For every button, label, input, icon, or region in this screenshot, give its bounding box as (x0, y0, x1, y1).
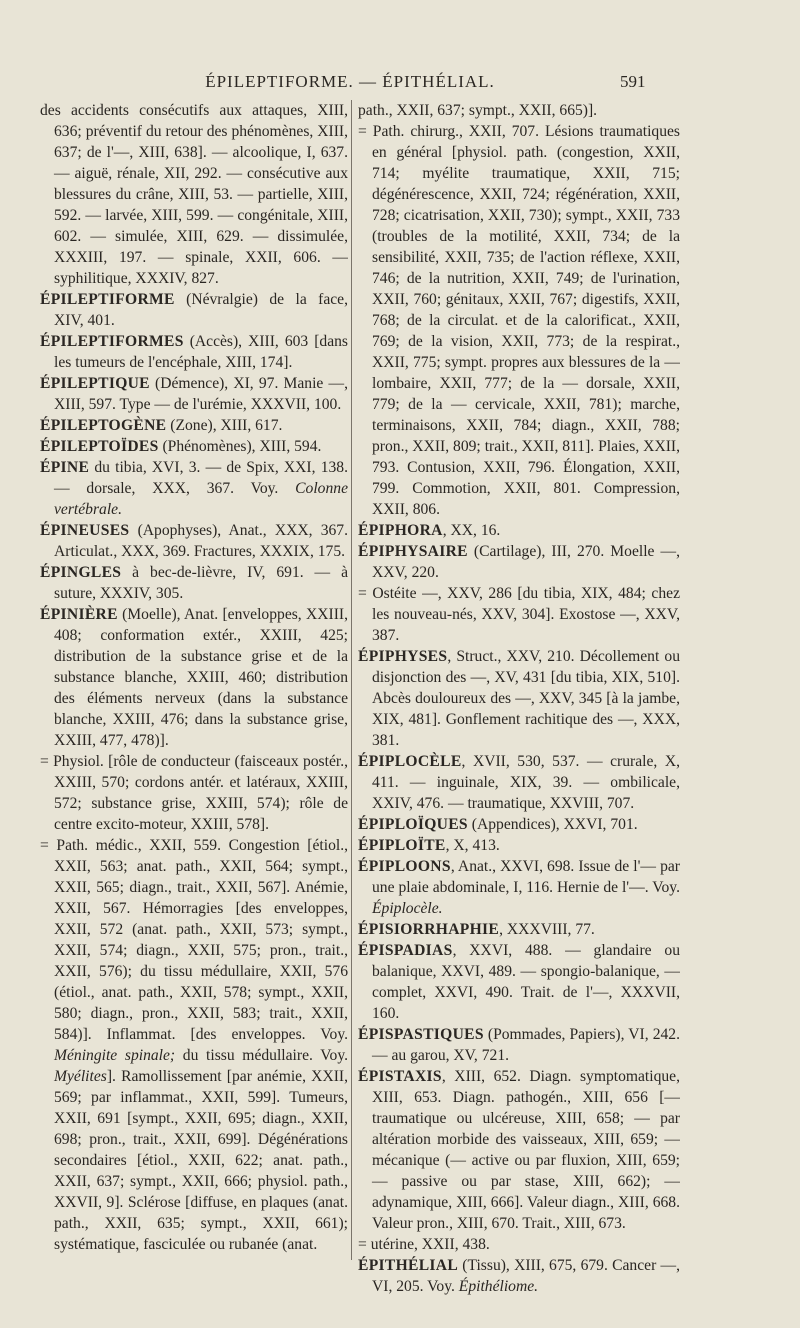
index-entry (358, 1024, 680, 1066)
index-entry (40, 373, 348, 415)
index-entry (358, 520, 680, 541)
index-entry (40, 562, 348, 604)
column-divider (351, 100, 352, 1260)
entry-text: (Moelle), Anat. [enveloppes, XXIII, 408; conformation extér., XXIII, 425; distribution de la substance grise et de la substance blanche, XXIII, 460; distribution des éléments nerveux (dans la substance blanche, XXIII, 476; dans la substance grise, XXIII, 477, 478)]. (54, 606, 348, 749)
index-entry (40, 100, 348, 289)
index-entry (40, 835, 348, 1255)
entry-text: , XXVI, 488. — glandaire ou balanique, XXVI, 489. — spongio-balanique, — complet, XXVI, 490. Trait. de l'—, XXXVII, 160. (372, 942, 680, 1022)
entry-headword: ÉPISIORRHAPHIE (358, 921, 500, 938)
entry-headword: ÉPISPASTIQUES (358, 1026, 484, 1043)
running-title: ÉPILEPTIFORME. — ÉPITHÉLIAL. (205, 72, 495, 91)
entry-text: , Anat., XXVI, 698. Issue de l'— par une plaie abdominale, I, 116. Hernie de l'—. Voy. (372, 858, 680, 896)
entry-crossref: Colonne vertébrale. (54, 480, 348, 518)
entry-text: (Zone), XIII, 617. (166, 417, 283, 434)
entry-headword: ÉPISPADIAS (358, 942, 453, 959)
entry-text: , XIII, 652. Diagn. symptomatique, XIII, 653. Diagn. pathogén., XIII, 656 [— traumatique ou ulcéreuse, XIII, 658; — par altération morbide des vaisseaux, XIII, 659; — mécanique (— active ou par fluxion, XIII, 659; — passive ou par stase, XIII, 662); — adynamique, XIII, 666]. Valeur diagn., XIII, 668. Valeur pron., XIII, 670. Trait., XIII, 673. (372, 1068, 680, 1232)
entry-text: = Ostéite —, XXV, 286 [du tibia, XIX, 484; chez les nouveau-nés, XXV, 304]. Exostose —, XXV, 387. (358, 585, 680, 644)
index-entry (40, 415, 348, 436)
entry-headword: ÉPIPHYSAIRE (358, 543, 468, 560)
entry-text: = Path. chirurg., XXII, 707. Lésions traumatiques en général [physiol. path. (congestion, XXII, 714; myélite traumatique, XXII, 715; dégénérescence, XXII, 724; régénération, XXII, 728; cicatrisation, XXII, 730); sympt., XXII, 733 (troubles de la motilité, XXII, 734; de la sensibilité, XXII, 735; de l'action réflexe, XXII, 746; de la nutrition, XXII, 749; de l'urination, XXII, 760; génitaux, XXII, 767; digestifs, XXII, 768; de la circulat. et de la calorificat., XXII, 769; de la vision, XXII, 773; de la respirat., XXII, 775; sympt. propres aux blessures de la — lombaire, XXII, 777; de la — dorsale, XXII, 779; de la — cervicale, XXII, 781); marche, terminaisons, XXII, 784; diagn., XXII, 788; pron., XXII, 809; trait., XXII, 811]. Plaies, XXII, 793. Contusion, XXII, 796. Élongation, XXII, 799. Commotion, XXII, 801. Compression, XXII, 806. (358, 123, 680, 518)
entry-text: (Tissu), XIII, 675, 679. Cancer —, VI, 205. Voy. (372, 1257, 680, 1295)
index-entry (358, 100, 680, 121)
entry-text: (Démence), XI, 97. Manie —, XIII, 597. Type — de l'urémie, XXXVII, 100. (54, 375, 348, 413)
entry-headword: ÉPITHÉLIAL (358, 1257, 459, 1274)
entry-crossref: Épiplocèle. (372, 900, 443, 917)
entry-text: à bec-de-lièvre, IV, 691. — à suture, XXXIV, 305. (54, 564, 348, 602)
index-entry (358, 814, 680, 835)
index-entry (358, 856, 680, 919)
entry-text: , XVII, 530, 537. — crurale, X, 411. — inguinale, XIX, 39. — ombilicale, XXIV, 476. — traumatique, XXVIII, 707. (372, 753, 680, 812)
entry-text: path., XXII, 637; sympt., XXII, 665)]. (358, 102, 598, 119)
index-entry (358, 121, 680, 520)
entry-text: , XX, 16. (442, 522, 501, 539)
entry-headword: ÉPIPHYSES (358, 648, 448, 665)
index-entry (358, 1066, 680, 1234)
entry-text: , XXXVIII, 77. (499, 921, 595, 938)
entry-text: , Struct., XXV, 210. Décollement ou disjonction des —, XV, 431 [du tibia, XIX, 510]. Abcès douloureux des —, XXV, 345 [à la jambe, XIX, 481]. Gonflement rachitique des —, XXX, 381. (372, 648, 680, 749)
entry-text: du tibia, XVI, 3. — de Spix, XXI, 138. — dorsale, XXX, 367. Voy. (54, 459, 348, 497)
index-entry (358, 1255, 680, 1297)
index-entry (40, 331, 348, 373)
entry-headword: ÉPINIÈRE (40, 606, 118, 623)
index-entry (40, 457, 348, 520)
entry-text: ]. Ramollissement [par anémie, XXII, 569; par inflammat., XXII, 599]. Tumeurs, XXII, 691 [sympt., XXII, 695; diagn., XXII, 698; pron., trait., XXII, 699]. Dégénérations secondaires [étiol., XXII, 622; anat. path., XXII, 637; sympt., XXII, 666; physiol. path., XXVII, 9]. Sclérose [diffuse, en plaques (anat. path., XXII, 635; sympt., XXII, 661); systématique, fasciculée ou rubanée (anat. (54, 1068, 348, 1253)
entry-text: = utérine, XXII, 438. (358, 1236, 490, 1253)
entry-headword: ÉPIPLOÏQUES (358, 816, 468, 833)
page-header (0, 72, 800, 94)
entry-headword: ÉPISTAXIS (358, 1068, 442, 1085)
entry-text: (Cartilage), III, 270. Moelle —, XXV, 220. (372, 543, 680, 581)
entry-headword: ÉPINEUSES (40, 522, 130, 539)
index-entry (40, 289, 348, 331)
entry-headword: ÉPIPLOONS (358, 858, 451, 875)
entry-text: du tissu médullaire. Voy. (175, 1047, 348, 1064)
index-entry (358, 835, 680, 856)
entry-headword: ÉPILEPTOÏDES (40, 438, 159, 455)
index-entry (40, 520, 348, 562)
entry-text: (Accès), XIII, 603 [dans les tumeurs de l'encéphale, XIII, 174]. (54, 333, 348, 371)
entry-headword: ÉPILEPTOGÈNE (40, 417, 167, 434)
index-entry (40, 604, 348, 751)
entry-text: (Appendices), XXVI, 701. (467, 816, 638, 833)
page-number: 591 (620, 72, 646, 91)
entry-text: = Physiol. [rôle de conducteur (faisceaux postér., XXIII, 570; cordons antér. et latéraux, XXIII, 572; substance grise, XXIII, 574); rôle de centre excito-moteur, XXIII, 578]. (40, 753, 348, 833)
index-entry (358, 940, 680, 1024)
index-entry (358, 583, 680, 646)
entry-text: des accidents consécutifs aux attaques, XIII, 636; préventif du retour des phénomènes, XIII, 637; de l'—, XIII, 638]. — alcoolique, I, 637. — aiguë, rénale, XII, 292. — consécutive aux blessures du crâne, XIII, 53. — partielle, XIII, 592. — larvée, XIII, 599. — congénitale, XIII, 602. — simulée, XIII, 629. — dissimulée, XXXIII, 197. — spinale, XXII, 606. — syphilitique, XXXIV, 827. (40, 102, 348, 287)
entry-headword: ÉPINGLES (40, 564, 122, 581)
entry-text: (Névralgie) de la face, XIV, 401. (54, 291, 348, 329)
entry-headword: ÉPIPLOCÈLE (358, 753, 462, 770)
entry-text: (Pommades, Papiers), VI, 242. — au garou, XV, 721. (372, 1026, 680, 1064)
entry-crossref: Myélites (54, 1068, 107, 1085)
entry-headword: ÉPINE (40, 459, 90, 476)
entry-text: (Apophyses), Anat., XXX, 367. Articulat., XXX, 369. Fractures, XXXIX, 175. (54, 522, 348, 560)
entry-headword: ÉPILEPTIFORMES (40, 333, 184, 350)
index-entry (40, 436, 348, 457)
entry-text: = Path. médic., XXII, 559. Congestion [étiol., XXII, 563; anat. path., XXII, 564; sympt., XXII, 565; diagn., trait., XXII, 567]. Anémie, XXII, 567. Hémorragies [des enveloppes, XXII, 572 (anat. path., XXII, 573; sympt., XXII, 574; diagn., XXII, 575; pron., trait., XXII, 576); du tissu médullaire, XXII, 576 (étiol., anat. path., XXII, 578; sympt., XXII, 580; diagn., pron., XXII, 583; trait., XXII, 584)]. Inflammat. [des enveloppes. Voy. (40, 837, 348, 1043)
entry-headword: ÉPIPHORA (358, 522, 443, 539)
index-entry (358, 751, 680, 814)
entry-headword: ÉPIPLOÏTE (358, 837, 446, 854)
index-entry (358, 919, 680, 940)
entry-headword: ÉPILEPTIQUE (40, 375, 150, 392)
entry-text: , X, 413. (445, 837, 500, 854)
index-entry (358, 541, 680, 583)
index-entry (358, 646, 680, 751)
right-column (358, 100, 680, 1320)
index-entry (358, 1234, 680, 1255)
entry-text: (Phénomènes), XIII, 594. (158, 438, 322, 455)
left-column (40, 100, 348, 1320)
entry-crossref: Épithéliome. (458, 1278, 539, 1295)
index-entry (40, 751, 348, 835)
entry-crossref: Méningite spinale; (54, 1047, 176, 1064)
entry-headword: ÉPILEPTIFORME (40, 291, 175, 308)
